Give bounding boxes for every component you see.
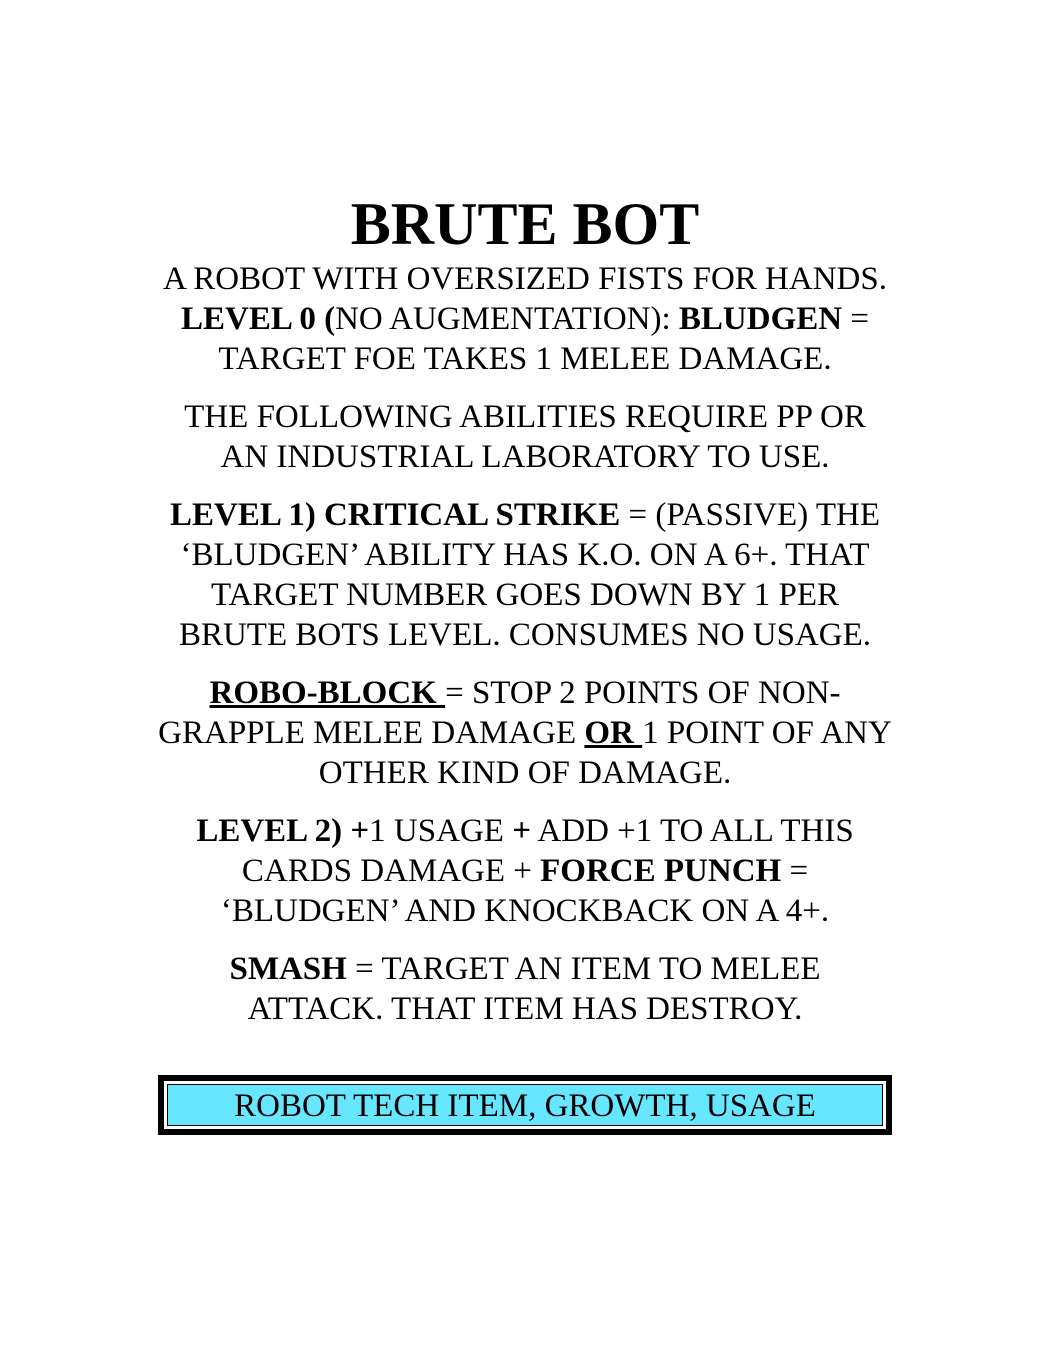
roboblock-label: ROBO-BLOCK — [209, 675, 446, 711]
level0-label: LEVEL 0 ( — [181, 301, 336, 337]
level2-text: 1 USAGE — [369, 813, 513, 849]
tag-box — [158, 1075, 892, 1135]
requirement-line: AN INDUSTRIAL LABORATORY TO USE. — [220, 439, 830, 475]
level2-text: CARDS DAMAGE + — [241, 853, 541, 889]
level0-note: NO AUGMENTATION): — [335, 301, 679, 337]
level2-line — [0, 811, 1050, 851]
requirement-line: THE FOLLOWING ABILITIES REQUIRE PP OR — [184, 399, 866, 435]
bludgen-equals: = — [842, 301, 869, 337]
force-punch-label: FORCE PUNCH — [540, 853, 782, 889]
level0-line — [0, 299, 1050, 339]
smash-text: = TARGET AN ITEM TO MELEE — [346, 951, 821, 987]
roboblock-line — [0, 673, 1050, 713]
roboblock-text: = STOP 2 POINTS OF NON- — [445, 675, 841, 711]
level2-paragraph — [0, 811, 1050, 931]
card-title: BRUTE BOT — [350, 191, 700, 257]
smash-paragraph — [0, 949, 1050, 1029]
roboblock-line — [0, 713, 1050, 753]
or-label: OR — [584, 715, 643, 751]
bludgen-label: BLUDGEN — [678, 301, 843, 337]
smash-label: SMASH — [229, 951, 347, 987]
level2-line: ‘BLUDGEN’ AND KNOCKBACK ON A 4+. — [220, 893, 830, 929]
level2-text: = — [781, 853, 809, 889]
requirement-paragraph — [0, 397, 1050, 477]
level2-label: LEVEL 2) + — [196, 813, 370, 849]
level1-label: LEVEL 1) CRITICAL STRIKE — [170, 497, 621, 533]
roboblock-text: GRAPPLE MELEE DAMAGE — [158, 715, 585, 751]
level2-line — [0, 851, 1050, 891]
level1-line: BRUTE BOTS LEVEL. CONSUMES NO USAGE. — [178, 617, 872, 653]
plus-sign: + — [512, 813, 531, 849]
smash-line: ATTACK. THAT ITEM HAS DESTROY. — [247, 991, 803, 1027]
level1-line: ‘BLUDGEN’ ABILITY HAS K.O. ON A 6+. THAT — [180, 537, 870, 573]
roboblock-text: 1 POINT OF ANY — [642, 715, 892, 751]
roboblock-line: OTHER KIND OF DAMAGE. — [318, 755, 732, 791]
roboblock-paragraph — [0, 673, 1050, 793]
intro-paragraph — [0, 259, 1050, 379]
level1-line — [0, 495, 1050, 535]
level1-line: TARGET NUMBER GOES DOWN BY 1 PER — [210, 577, 840, 613]
tag-text: ROBOT TECH ITEM, GROWTH, USAGE — [167, 1084, 883, 1126]
level2-text: ADD +1 TO ALL THIS — [531, 813, 854, 849]
level1-text: = (PASSIVE) THE — [620, 497, 880, 533]
intro-line: A ROBOT WITH OVERSIZED FISTS FOR HANDS. — [163, 261, 887, 297]
smash-line — [0, 949, 1050, 989]
bludgen-effect: TARGET FOE TAKES 1 MELEE DAMAGE. — [218, 341, 832, 377]
level1-paragraph — [0, 495, 1050, 655]
